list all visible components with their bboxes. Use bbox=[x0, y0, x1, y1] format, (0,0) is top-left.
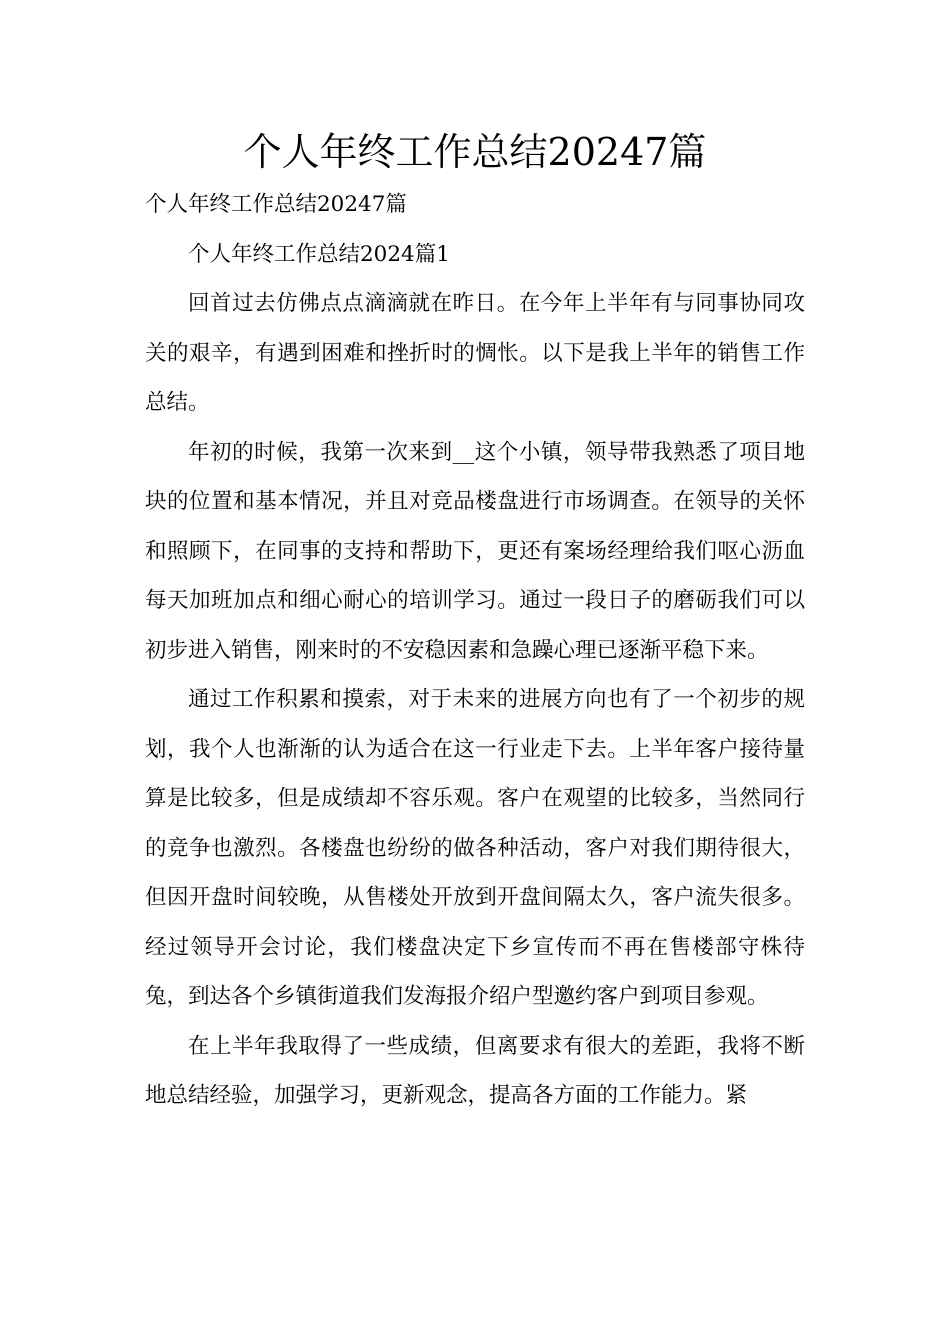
document-title: 个人年终工作总结20247篇 bbox=[243, 130, 707, 174]
paragraph: 回首过去仿佛点点滴滴就在昨日。在今年上半年有与同事协同攻关的艰辛，有遇到困难和挫折时的惆怅。以下是我上半年的销售工作总结。 bbox=[145, 291, 805, 415]
paragraph: 年初的时候，我第一次来到__这个小镇，领导带我熟悉了项目地块的位置和基本情况，并且对竞品楼盘进行市场调查。在领导的关怀和照顾下，在同事的支持和帮助下，更还有案场经理给我们呕心沥血每天加班加点和细心耐心的培训学习。通过一段日子的磨砺我们可以初步进入销售，刚来时的不安稳因素和急躁心理已逐渐平稳下来。 bbox=[145, 439, 805, 663]
paragraph: 通过工作积累和摸索，对于未来的进展方向也有了一个初步的规划，我个人也渐渐的认为适合在这一行业走下去。上半年客户接待量算是比较多，但是成绩却不容乐观。客户在观望的比较多，当然同行的竞争也激烈。各楼盘也纷纷的做各种活动，客户对我们期待很大，但因开盘时间较晚，从售楼处开放到开盘间隔太久，客户流失很多。经过领导开会讨论，我们楼盘决定下乡宣传而不再在售楼部守株待兔，到达各个乡镇街道我们发海报介绍户型邀约客户到项目参观。 bbox=[145, 687, 805, 1009]
document-subtitle: 个人年终工作总结20247篇 bbox=[145, 192, 407, 217]
paragraph: 在上半年我取得了一些成绩，但离要求有很大的差距，我将不断地总结经验，加强学习，更新观念，提高各方面的工作能力。紧 bbox=[145, 1033, 805, 1108]
section-heading: 个人年终工作总结2024篇1 bbox=[188, 241, 450, 267]
document-body bbox=[145, 180, 805, 1121]
